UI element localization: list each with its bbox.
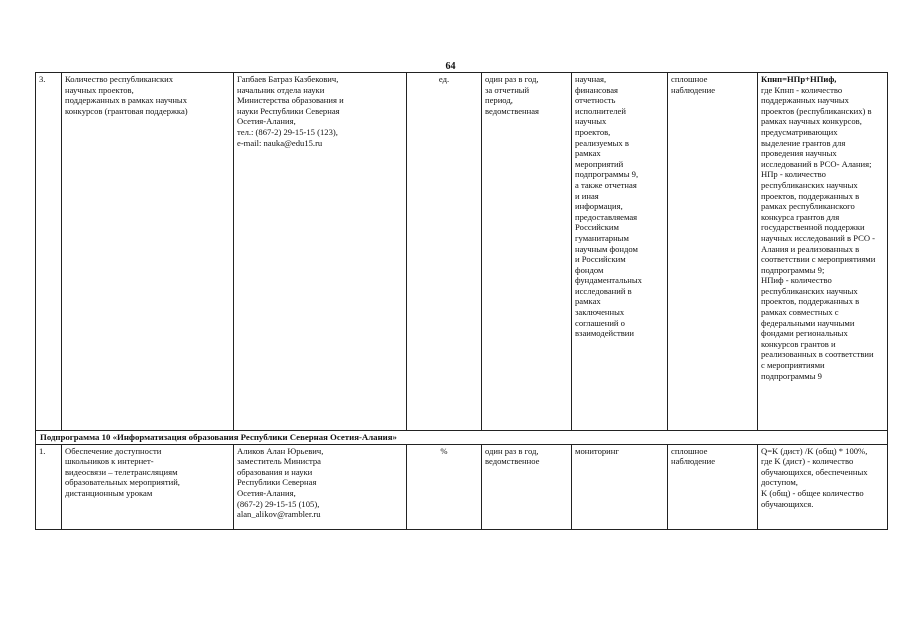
- text-line: исследований в: [575, 285, 632, 296]
- text-line: науки Республики Северная: [237, 105, 340, 116]
- text-line: научным фондом: [575, 243, 638, 254]
- text-line: проведения научных: [761, 148, 837, 159]
- text-line: Российским: [575, 222, 619, 233]
- text-line: фондом: [575, 264, 604, 275]
- table-row-indicator-1: [36, 444, 888, 529]
- formula-cell: [758, 444, 888, 529]
- text-line: поддержанных в рамках научных: [65, 95, 187, 106]
- text-line: республиканских научных: [761, 179, 858, 190]
- text-line: сплошное: [671, 445, 708, 456]
- text-line: выделение грантов для: [761, 137, 846, 148]
- text-line: один раз в год,: [485, 445, 539, 456]
- text-line: e-mail: nauka@edu15.ru: [237, 137, 323, 148]
- text-line: Аликов Алан Юрьевич,: [237, 445, 324, 456]
- text-line: гуманитарным: [575, 232, 629, 243]
- text-line: республиканских научных: [761, 285, 858, 296]
- text-line: проектов,: [575, 126, 611, 137]
- text-line: образовательных мероприятий,: [65, 477, 180, 488]
- text-line: соответствии с мероприятиями: [761, 254, 876, 265]
- responsible-person-cell: [234, 444, 407, 529]
- indicator-table: [35, 72, 888, 530]
- text-line: НПр - количество: [761, 169, 826, 180]
- text-line: рамках республиканского: [761, 201, 855, 212]
- text-line: период,: [485, 95, 513, 106]
- responsible-person-cell: [234, 73, 407, 431]
- text-line: дистанционным урокам: [65, 487, 153, 498]
- text-line: фундаментальных: [575, 275, 642, 286]
- text-line: рамках: [575, 296, 601, 307]
- unit-cell: ед.: [407, 73, 482, 431]
- text-line: подпрограммы 9,: [575, 169, 639, 180]
- text-line: исследований в РСО- Алания;: [761, 158, 872, 169]
- text-line: реализуемых в: [575, 137, 629, 148]
- text-line: заключенных: [575, 307, 625, 318]
- text-line: ведомственная: [485, 105, 540, 116]
- text-line: научных: [575, 116, 607, 127]
- text-line: (867-2) 29-15-15 (105),: [237, 498, 320, 509]
- text-line: Алания и реализованных в: [761, 243, 860, 254]
- row-number-cell: 3.: [36, 73, 62, 431]
- text-line: Обеспечение доступности: [65, 445, 162, 456]
- text-line: за отчетный: [485, 84, 530, 95]
- text-line: Осетия-Алания,: [237, 116, 296, 127]
- text-line: проектов, поддержанных в: [761, 190, 860, 201]
- text-line: наблюдение: [671, 84, 716, 95]
- text-line: с мероприятиями: [761, 360, 825, 371]
- text-line: проектов, поддержанных в: [761, 296, 860, 307]
- text-line: подпрограммы 9: [761, 370, 822, 381]
- collection-method-cell: [668, 444, 758, 529]
- frequency-cell: [482, 444, 572, 529]
- page-number: 64: [445, 61, 456, 72]
- text-line: финансовая: [575, 84, 619, 95]
- table-row-indicator-3: [36, 73, 888, 431]
- text-line: проектов (республиканских) в: [761, 105, 872, 116]
- formula-cell: [758, 73, 888, 431]
- text-line: рамках совместных с: [761, 307, 839, 318]
- subprogram-heading: Подпрограмма 10 «Информатизация образования Республики Северная Осетия-Алания»: [36, 431, 888, 445]
- text-line: и иная: [575, 190, 599, 201]
- text-line: реализованных в соответствии: [761, 349, 874, 360]
- text-line: отчетность: [575, 95, 616, 106]
- text-line: соглашений о: [575, 317, 625, 328]
- text-line: рамках научных конкурсов,: [761, 116, 862, 127]
- text-line: Осетия-Алания,: [237, 487, 296, 498]
- frequency-cell: [482, 73, 572, 431]
- text-line: начальник отдела науки: [237, 84, 325, 95]
- text-line: обучающихся, обеспеченных: [761, 466, 868, 477]
- text-line: обучающихся.: [761, 498, 814, 509]
- text-line: исполнителей: [575, 105, 626, 116]
- text-line: и Российским: [575, 254, 626, 265]
- text-line: наблюдение: [671, 456, 716, 467]
- text-line: заместитель Министра: [237, 456, 321, 467]
- text-line: поддержанных научных: [761, 95, 849, 106]
- text-line: предусматривающих: [761, 126, 838, 137]
- text-line: рамках: [575, 148, 601, 159]
- formula-body: [761, 85, 884, 382]
- text-line: где Кпнп - количество: [761, 84, 843, 95]
- unit-cell: %: [407, 444, 482, 529]
- text-line: школьников к интернет-: [65, 456, 154, 467]
- collection-method-cell: [668, 73, 758, 431]
- data-source-cell: [572, 444, 668, 529]
- text-line: государственной поддержки: [761, 222, 865, 233]
- text-line: научных проектов,: [65, 84, 134, 95]
- text-line: федеральными научными: [761, 317, 855, 328]
- indicator-name-cell: [62, 73, 234, 431]
- text-line: НПиф - количество: [761, 275, 832, 286]
- text-line: доступом,: [761, 477, 798, 488]
- row-number-cell: 1.: [36, 444, 62, 529]
- text-line: научных исследований в РСО -: [761, 232, 876, 243]
- text-line: предоставляемая: [575, 211, 638, 222]
- text-line: K (общ) - общее количество: [761, 487, 864, 498]
- text-line: информация,: [575, 201, 623, 212]
- text-line: мероприятий: [575, 158, 624, 169]
- text-line: тел.: (867-2) 29-15-15 (123),: [237, 126, 338, 137]
- text-line: видеосвязи – телетрансляциям: [65, 466, 178, 477]
- text-line: где K (дист) - количество: [761, 456, 854, 467]
- text-line: Министерства образования и: [237, 95, 344, 106]
- text-line: один раз в год,: [485, 74, 539, 84]
- subprogram-heading-row: [36, 431, 888, 445]
- text-line: научная,: [575, 74, 607, 84]
- text-line: Количество республиканских: [65, 74, 174, 84]
- text-line: образования и науки: [237, 466, 313, 477]
- text-line: конкурса грантов для: [761, 211, 840, 222]
- text-line: Q=K (дист) /K (общ) * 100%,: [761, 445, 868, 456]
- text-line: конкурсов грантов и: [761, 338, 836, 349]
- text-line: Республики Северная: [237, 477, 317, 488]
- text-line: ведомственное: [485, 456, 540, 467]
- text-line: мониторинг: [575, 445, 619, 456]
- text-line: конкурсов (грантовая поддержка): [65, 105, 188, 116]
- text-line: а также отчетная: [575, 179, 637, 190]
- formula-head: Кпнп=НПр+НПиф,: [761, 74, 837, 84]
- indicator-name-cell: [62, 444, 234, 529]
- text-line: Гапбаев Батраз Казбекович,: [237, 74, 339, 84]
- text-line: alan_alikov@rambler.ru: [237, 509, 321, 520]
- text-line: фондами региональных: [761, 328, 848, 339]
- text-line: подпрограммы 9;: [761, 264, 825, 275]
- text-line: сплошное: [671, 74, 708, 84]
- data-source-cell: [572, 73, 668, 431]
- text-line: взаимодействии: [575, 328, 634, 339]
